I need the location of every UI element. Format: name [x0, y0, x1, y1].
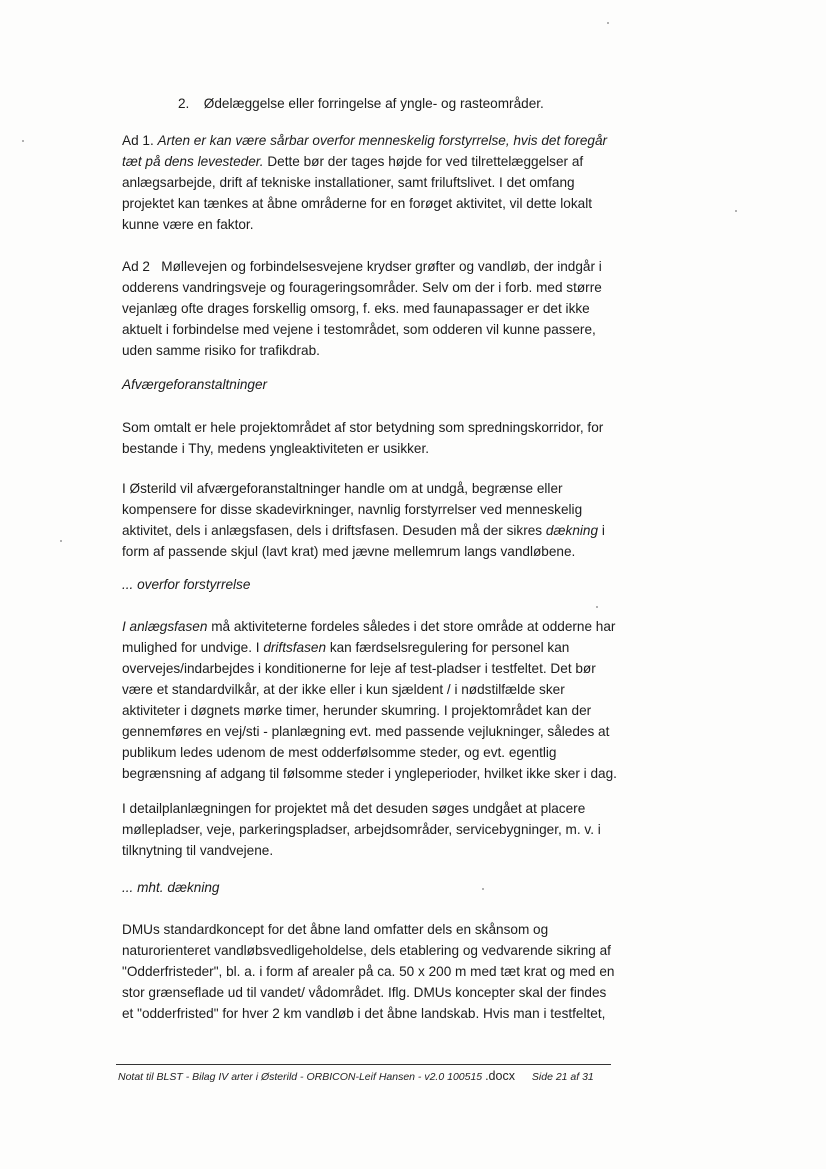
numbered-list-item	[178, 96, 544, 111]
paragraph-ad1	[122, 130, 614, 235]
ad1-prefix: Ad 1.	[122, 133, 154, 148]
para2-line3-italic: dækning	[545, 523, 599, 538]
scan-speck	[482, 888, 484, 890]
para3-line6: gennemføres en vej/sti - planlægning evt. med passende vejlukninger, således at	[122, 724, 610, 739]
scan-speck	[735, 210, 737, 212]
para2-line4: form af passende skjul (lavt krat) med jævne mellemrum langs vandløbene.	[122, 544, 576, 559]
paragraph-oesterild	[122, 478, 614, 562]
para2-line2: kompensere for disse skadevirkninger, navnlig forstyrrelser ved menneskelig	[122, 502, 583, 517]
paragraph-anlaegsfasen	[122, 616, 617, 784]
para4-line2: møllepladser, veje, parkeringspladser, arbejdsområder, servicebygninger, m. v. i	[122, 822, 601, 837]
ad1-line5: kunne være en faktor.	[122, 217, 254, 232]
para3-line1-rest: må aktiviteterne fordeles således i det store område at odderne har	[211, 619, 616, 634]
list-number: 2.	[178, 96, 190, 111]
paragraph-ad2	[122, 256, 614, 361]
para5-line1: DMUs standardkoncept for det åbne land omfatter dels en skånsom og	[122, 922, 549, 937]
ad1-line2-rest: Dette bør der tages højde for ved tilrettelæggelser af	[267, 154, 584, 169]
section-heading-forstyrrelse: ... overfor forstyrrelse	[122, 577, 251, 592]
para2-line3-post: i	[601, 523, 605, 538]
para4-line3: tilknytning til vandvejene.	[122, 843, 274, 858]
scan-speck	[60, 540, 62, 542]
scan-speck	[596, 606, 598, 608]
para5-line2: naturorienteret vandløbsvedligeholdelse, dels etablering og vedvarende sikring af	[122, 943, 611, 958]
para3-line5: aktiviteter i døgnets mørke timer, herunder skumring. I projektområdet kan der	[122, 703, 592, 718]
section-heading-afvaergeforanstaltninger: Afværgeforanstaltninger	[122, 377, 268, 392]
paragraph-detailplanlaegning	[122, 798, 614, 861]
para2-line3-pre: aktivitet, dels i anlægsfasen, dels i driftsfasen. Desuden må der sikres	[122, 523, 543, 538]
section-heading-daekning: ... mht. dækning	[122, 880, 220, 895]
para3-line8: begrænsning af adgang til følsomme steder i yngleperioder, hvilket ikke sker i dag.	[122, 766, 617, 781]
paragraph-dmu-standardkoncept	[122, 919, 614, 1024]
ad2-line3: vejanlæg ofte drages forskellig omsorg, f. eks. med faunapassager er det ikke	[122, 301, 590, 316]
para4-line1: I detailplanlægningen for projektet må det desuden søges undgået at placere	[122, 801, 586, 816]
footer-divider	[116, 1064, 611, 1065]
page-footer	[118, 1069, 613, 1083]
ad2-line2: odderens vandringsveje og fourageringsområder. Selv om der i forb. med større	[122, 280, 602, 295]
para3-line3: overvejes/indarbejdes i konditionerne for leje af test-pladser i testfeltet. Det bør	[122, 661, 596, 676]
footer-page-number: Side 21 af 31	[531, 1071, 594, 1083]
ad2-line4: aktuelt i forbindelse med vejene i testområdet, som odderen vil kunne passere,	[122, 322, 596, 337]
para3-line1-italic: I anlægsfasen	[122, 619, 208, 634]
paragraph-spredningskorridor	[122, 417, 614, 459]
para2-line1: I Østerild vil afværgeforanstaltninger handle om at undgå, begrænse eller	[122, 481, 563, 496]
para3-line2-post: kan færdselsregulering for personel kan	[329, 640, 570, 655]
para3-line2-italic: driftsfasen	[263, 640, 327, 655]
para1-line2: bestande i Thy, medens yngleaktiviteten er usikker.	[122, 441, 430, 456]
para3-line2-pre: mulighed for undvige. I	[122, 640, 260, 655]
ad2-line5: uden samme risiko for trafikdrab.	[122, 343, 320, 358]
para3-line4: være et standardvilkår, at der ikke eller i kun sjældent / i nødstilfælde sker	[122, 682, 565, 697]
para5-line3: "Odderfristeder", bl. a. i form af arealer på ca. 50 x 200 m med tæt krat og med en	[122, 964, 615, 979]
para5-line4: stor grænseflade ud til vandet/ vådområdet. Iflg. DMUs koncepter skal der findes	[122, 985, 607, 1000]
scan-speck	[607, 22, 609, 24]
ad1-line3: anlægsarbejde, drift af tekniske installationer, samt friluftslivet. I det omfang	[122, 175, 575, 190]
footer-text: Notat til BLST - Bilag IV arter i Østerild - ORBICON-Leif Hansen - v2.0 100515	[118, 1071, 483, 1083]
scan-speck	[22, 140, 24, 142]
ad1-line4: projektet kan tænkes at åbne områderne for en forøget aktivitet, vil dette lokalt	[122, 196, 592, 211]
list-item-text: Ødelæggelse eller forringelse af yngle- og rasteområder.	[203, 96, 544, 111]
ad2-line1: Ad 2 Møllevejen og forbindelsesvejene krydser grøfter og vandløb, der indgår i	[122, 259, 602, 274]
ad1-italic-line2: tæt på dens levesteder.	[122, 154, 264, 169]
ad1-italic-line1: Arten er kan være sårbar overfor menneskelig forstyrrelse, hvis det foregår	[157, 133, 608, 148]
para3-line7: publikum ledes udenom de mest odderfølsomme steder, og evt. egentlig	[122, 745, 557, 760]
para1-line1: Som omtalt er hele projektområdet af stor betydning som spredningskorridor, for	[122, 420, 604, 435]
para5-line5: et "odderfristed" for hver 2 km vandløb i det åbne landskab. Hvis man i testfeltet,	[122, 1006, 606, 1021]
footer-file-extension: .docx	[485, 1069, 515, 1083]
